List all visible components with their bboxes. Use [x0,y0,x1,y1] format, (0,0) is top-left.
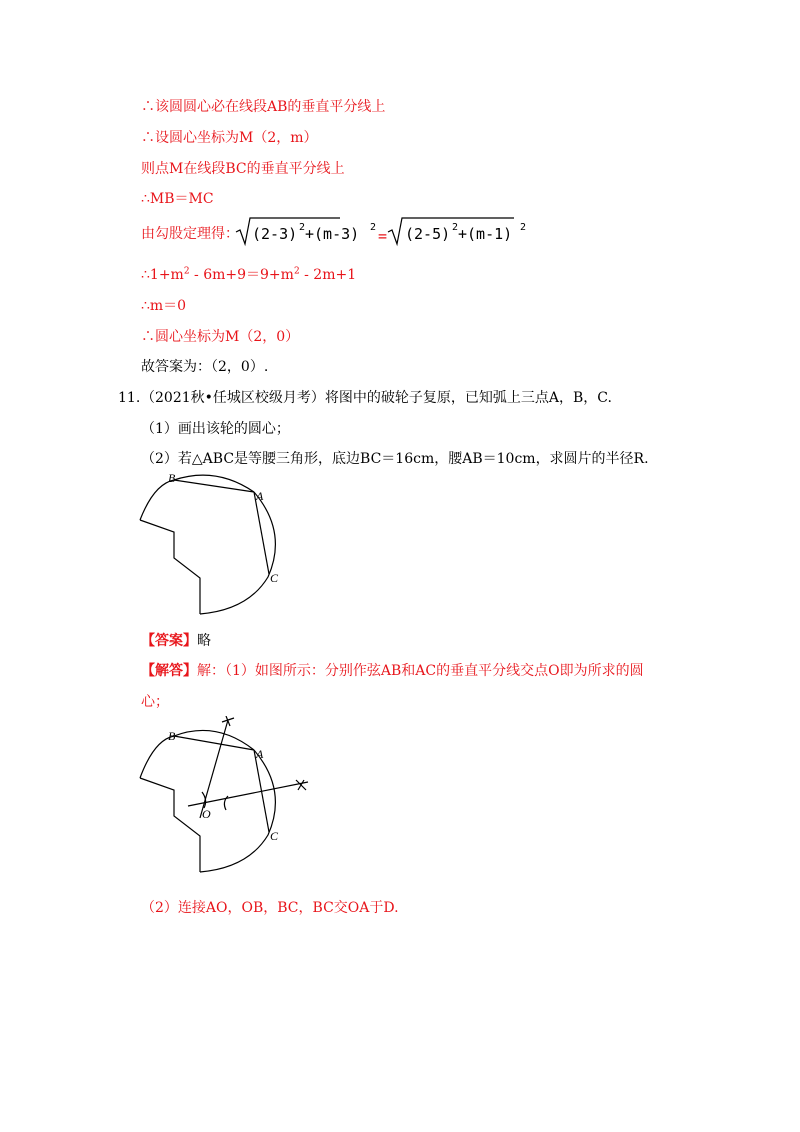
broken-wheel-figure [136,470,286,620]
eq-part-a: ∴1+m [141,267,184,283]
eq-exp-1: 2 [183,266,190,277]
formula-right-exp2: 2 [520,222,527,233]
formula-left-exp2: 2 [370,222,377,233]
solution-line-6 [141,265,356,285]
explanation-line-1 [141,661,644,681]
solution-line-3: 则点M在线段BC的垂直平分线上 [141,161,345,177]
answer-tag: 【答案】 [141,633,197,649]
solution-line-2: ∴设圆心坐标为M（2，m） [141,130,318,146]
fig2-label-A: A [256,747,264,761]
fig2-label-O: O [202,807,211,821]
fig2-label-B: B [168,729,176,743]
solution-line-7: ∴m＝0 [141,298,187,314]
fig1-label-B: B [168,471,176,485]
formula-equals: = [378,227,388,245]
fig1-label-A: A [256,489,264,503]
eq-exp-2: 2 [293,266,300,277]
answer-value: 略 [197,633,211,649]
solution-line-4: ∴MB＝MC [141,191,214,207]
eq-part-b: - 6m+9＝9+m [189,267,294,283]
fig1-label-C: C [270,571,279,585]
problem-q1: （1）画出该轮的圆心； [141,421,290,437]
explanation-text-1: 解：（1）如图所示：分别作弦AB和AC的垂直平分线交点O即为所求的圆 [197,663,644,679]
explanation-line-2: 心； [141,694,169,710]
problem-text: （2021秋•任城区校级月考）将图中的破轮子复原，已知弧上三点A，B，C. [141,390,612,406]
pythagoras-formula [232,212,532,248]
solution-line-9: 故答案为：（2，0）. [141,359,269,375]
formula-right-exp1: 2 [452,222,459,233]
problem-number: 11. [118,390,141,406]
answer-line [141,631,211,651]
construction-figure [136,716,316,876]
formula-left-exp1: 2 [299,222,306,233]
solution-line-1: ∴该圆圆心必在线段AB的垂直平分线上 [141,99,386,115]
eq-part-c: - 2m+1 [299,267,357,283]
solution-line-8: ∴圆心坐标为M（2，0） [141,329,300,345]
formula-left-term2: +(m-3) [305,225,360,243]
explanation-part-2: （2）连接AO，OB，BC，BC交OA于D. [141,900,399,916]
fig2-label-C: C [270,829,279,843]
problem-q2: （2）若△ABC是等腰三角形，底边BC＝16cm，腰AB＝10cm，求圆片的半径R. [141,451,649,467]
explanation-tag: 【解答】 [141,663,197,679]
formula-left-term1: (2-3) [252,225,298,243]
solution-line-5-prefix: 由勾股定理得： [141,226,239,242]
formula-right-term2: +(m-1) [458,225,513,243]
formula-right-term1: (2-5) [405,225,451,243]
